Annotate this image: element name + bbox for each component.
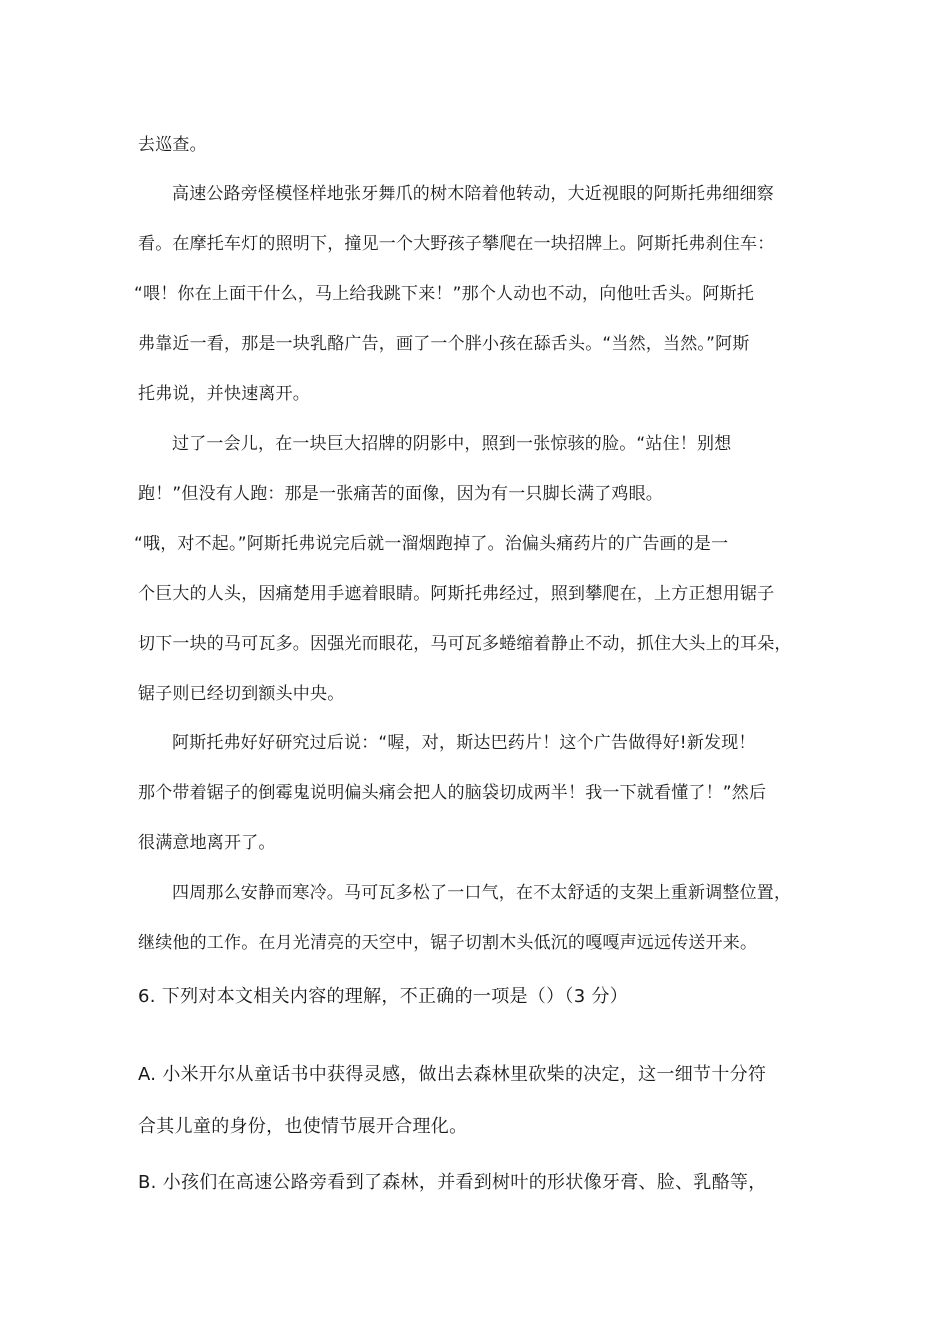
passage-line: 很满意地离开了。	[138, 833, 276, 853]
passage-line: “哦，对不起。”阿斯托弗说完后就一溜烟跑掉了。治偏头痛药片的广告画的是一	[134, 534, 729, 554]
passage-line: 那个带着锯子的倒霉鬼说明偏头痛会把人的脑袋切成两半！我一下就看懂了！”然后	[138, 783, 767, 803]
passage-line: 过了一会儿，在一块巨大招牌的阴影中，照到一张惊骇的脸。“站住！别想	[172, 434, 732, 454]
passage-line: 弗靠近一看，那是一块乳酪广告，画了一个胖小孩在舔舌头。“当然，当然。”阿斯	[138, 334, 750, 354]
passage-line: 锯子则已经切到额头中央。	[138, 684, 345, 704]
passage-line: 阿斯托弗好好研究过后说：“喔，对，斯达巴药片！这个广告做得好!新发现！	[172, 733, 756, 753]
passage-line: 四周那么安静而寒冷。马可瓦多松了一口气，在不太舒适的支架上重新调整位置，	[172, 883, 792, 903]
passage-line: “喂！你在上面干什么，马上给我跳下来！”那个人动也不动，向他吐舌头。阿斯托	[134, 284, 755, 304]
option-b-line-1: B. 小孩们在高速公路旁看到了森林，并看到树叶的形状像牙膏、脸、乳酪等，	[138, 1172, 767, 1193]
option-a-line-2: 合其儿童的身份，也使情节展开合理化。	[138, 1116, 468, 1137]
passage-line: 切下一块的马可瓦多。因强光而眼花，马可瓦多蜷缩着静止不动，抓住大头上的耳朵，	[138, 634, 792, 654]
option-a-line-1: A. 小米开尔从童话书中获得灵感，做出去森林里砍柴的决定，这一细节十分符	[138, 1064, 767, 1085]
passage-line: 去巡查。	[138, 135, 207, 155]
question-stem: 6. 下列对本文相关内容的理解，不正确的一项是（）（3 分）	[138, 986, 629, 1007]
passage-line: 看。在摩托车灯的照明下，撞见一个大野孩子攀爬在一块招牌上。阿斯托弗刹住车：	[138, 234, 775, 254]
passage-line: 高速公路旁怪模怪样地张牙舞爪的树木陪着他转动，大近视眼的阿斯托弗细细察	[172, 184, 774, 204]
passage-line: 个巨大的人头，因痛楚用手遮着眼睛。阿斯托弗经过，照到攀爬在，上方正想用锯子	[138, 584, 775, 604]
passage-line: 继续他的工作。在月光清亮的天空中，锯子切割木头低沉的嘎嘎声远远传送开来。	[138, 933, 758, 953]
passage-line: 托弗说，并快速离开。	[138, 384, 310, 404]
passage-line: 跑！”但没有人跑：那是一张痛苦的面像，因为有一只脚长满了鸡眼。	[138, 484, 664, 504]
